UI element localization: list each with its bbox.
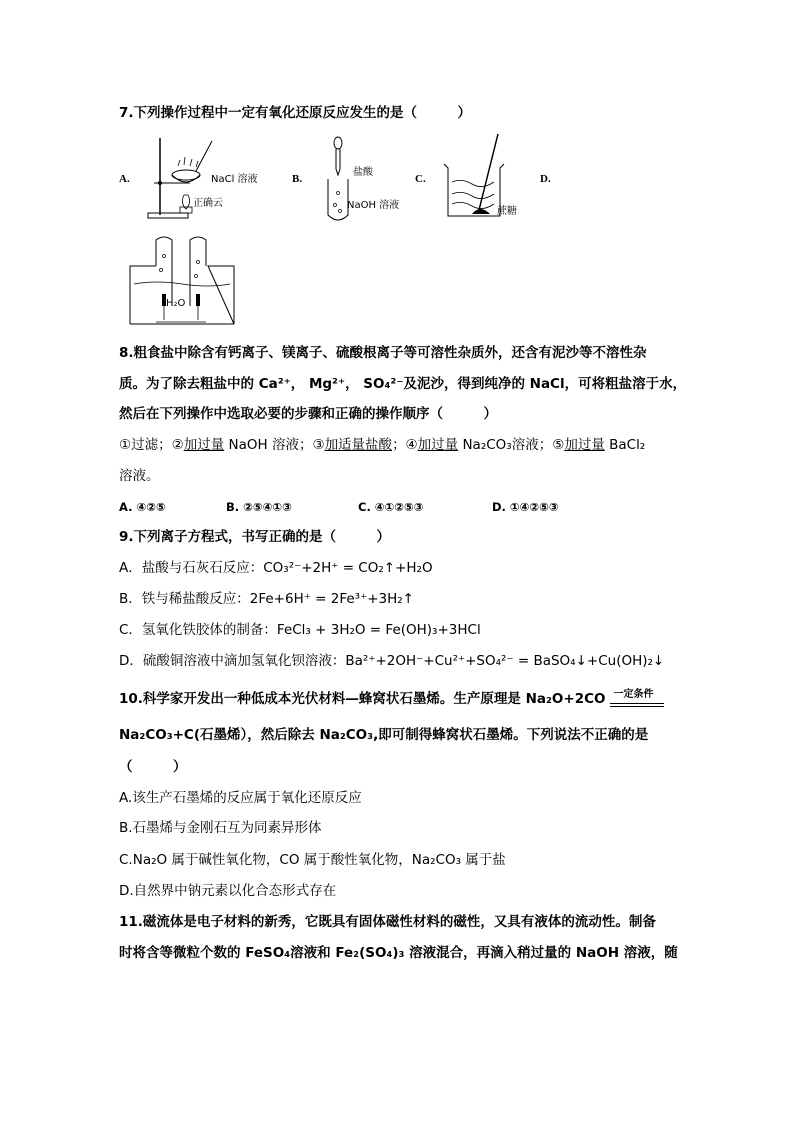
q8-choice-c: C. ④①②⑤③ xyxy=(358,500,424,514)
q8-choice-d: D. ①④②⑤③ xyxy=(492,500,559,514)
q10-option-b: B.石墨烯与金刚石互为同素异形体 xyxy=(119,820,322,836)
q7-stem: 7.下列操作过程中一定有氧化还原反应发生的是（ ） xyxy=(119,105,472,121)
q8-choice-a: A. ④②⑤ xyxy=(119,500,166,514)
q8-line2: 质。为了除去粗盐中的 Ca²⁺， Mg²⁺， SO₄²⁻及泥沙，得到纯净的 NaCl，可将粗盐溶于水， xyxy=(119,376,687,392)
q9-stem: 9.下列离子方程式，书写正确的是（ ） xyxy=(119,529,391,545)
q10-reaction-condition: 一定条件 xyxy=(610,689,670,709)
electrolysis-apparatus-icon xyxy=(126,236,238,328)
q7-option-d: D. xyxy=(540,173,551,185)
fig-b-acid-label: 盐酸 xyxy=(353,167,373,178)
fig-a-solution-label: NaCl 溶液 xyxy=(211,174,258,185)
q8-operations-cont: 溶液。 xyxy=(119,468,160,484)
fig-a-pointer-label: 正确云 xyxy=(193,198,223,209)
q10-option-d: D.自然界中钠元素以化合态形式存在 xyxy=(119,883,337,899)
q10-option-a: A.该生产石墨烯的反应属于氧化还原反应 xyxy=(119,790,362,806)
q10-line1: 10.科学家开发出一种低成本光伏材料—蜂窝状石墨烯。生产原理是 Na₂O+2CO 一定条件 xyxy=(119,689,670,709)
q8-operations: ①过滤；②加过量 NaOH 溶液；③加适量盐酸；④加过量 Na₂CO₃溶液；⑤加过量 BaCl₂ xyxy=(119,437,646,453)
q8-choice-b: B. ②⑤④①③ xyxy=(226,500,292,514)
q9-option-a: A．盐酸与石灰石反应：CO₃²⁻+2H⁺ = CO₂↑+H₂O xyxy=(119,560,433,576)
q10-line2: Na₂CO₃+C(石墨烯），然后除去 Na₂CO₃,即可制得蜂窝状石墨烯。下列说法不正确的是 xyxy=(119,727,649,743)
q9-option-c: C．氢氧化铁胶体的制备：FeCl₃ + 3H₂O = Fe(OH)₃+3HCl xyxy=(119,622,481,638)
test-tube-dropper-icon xyxy=(318,135,358,225)
q7-option-c: C. xyxy=(415,173,426,185)
fig-b-solution-label: NaOH 溶液 xyxy=(347,200,400,211)
fig-d-water-label: H₂O xyxy=(166,298,186,309)
q9-option-b: B．铁与稀盐酸反应：2Fe+6H⁺ = 2Fe³⁺+3H₂↑ xyxy=(119,591,414,607)
q11-line1: 11.磁流体是电子材料的新秀，它既具有固体磁性材料的磁性，又具有液体的流动性。制备 xyxy=(119,914,656,930)
q10-option-c: C.Na₂O 属于碱性氧化物，CO 属于酸性氧化物，Na₂CO₃ 属于盐 xyxy=(119,852,506,868)
q9-option-d: D．硫酸铜溶液中滴加氢氧化钡溶液：Ba²⁺+2OH⁻+Cu²⁺+SO₄²⁻ = BaSO₄↓+Cu(OH)₂↓ xyxy=(119,653,665,669)
q7-option-a: A. xyxy=(119,173,130,185)
q8-line3: 然后在下列操作中选取必要的步骤和正确的操作顺序（ ） xyxy=(119,406,497,422)
q8-line1: 8.粗食盐中除含有钙离子、镁离子、硫酸根离子等可溶性杂质外，还含有泥沙等不溶性杂 xyxy=(119,345,647,361)
q11-line2: 时将含等微粒个数的 FeSO₄溶液和 Fe₂(SO₄)₃ 溶液混合，再滴入稍过量的 NaOH 溶液，随 xyxy=(119,945,678,961)
q10-line3: （ ） xyxy=(119,759,187,775)
q7-option-b: B. xyxy=(292,173,303,185)
fig-c-solid-label: 蔗糖 xyxy=(497,206,517,217)
